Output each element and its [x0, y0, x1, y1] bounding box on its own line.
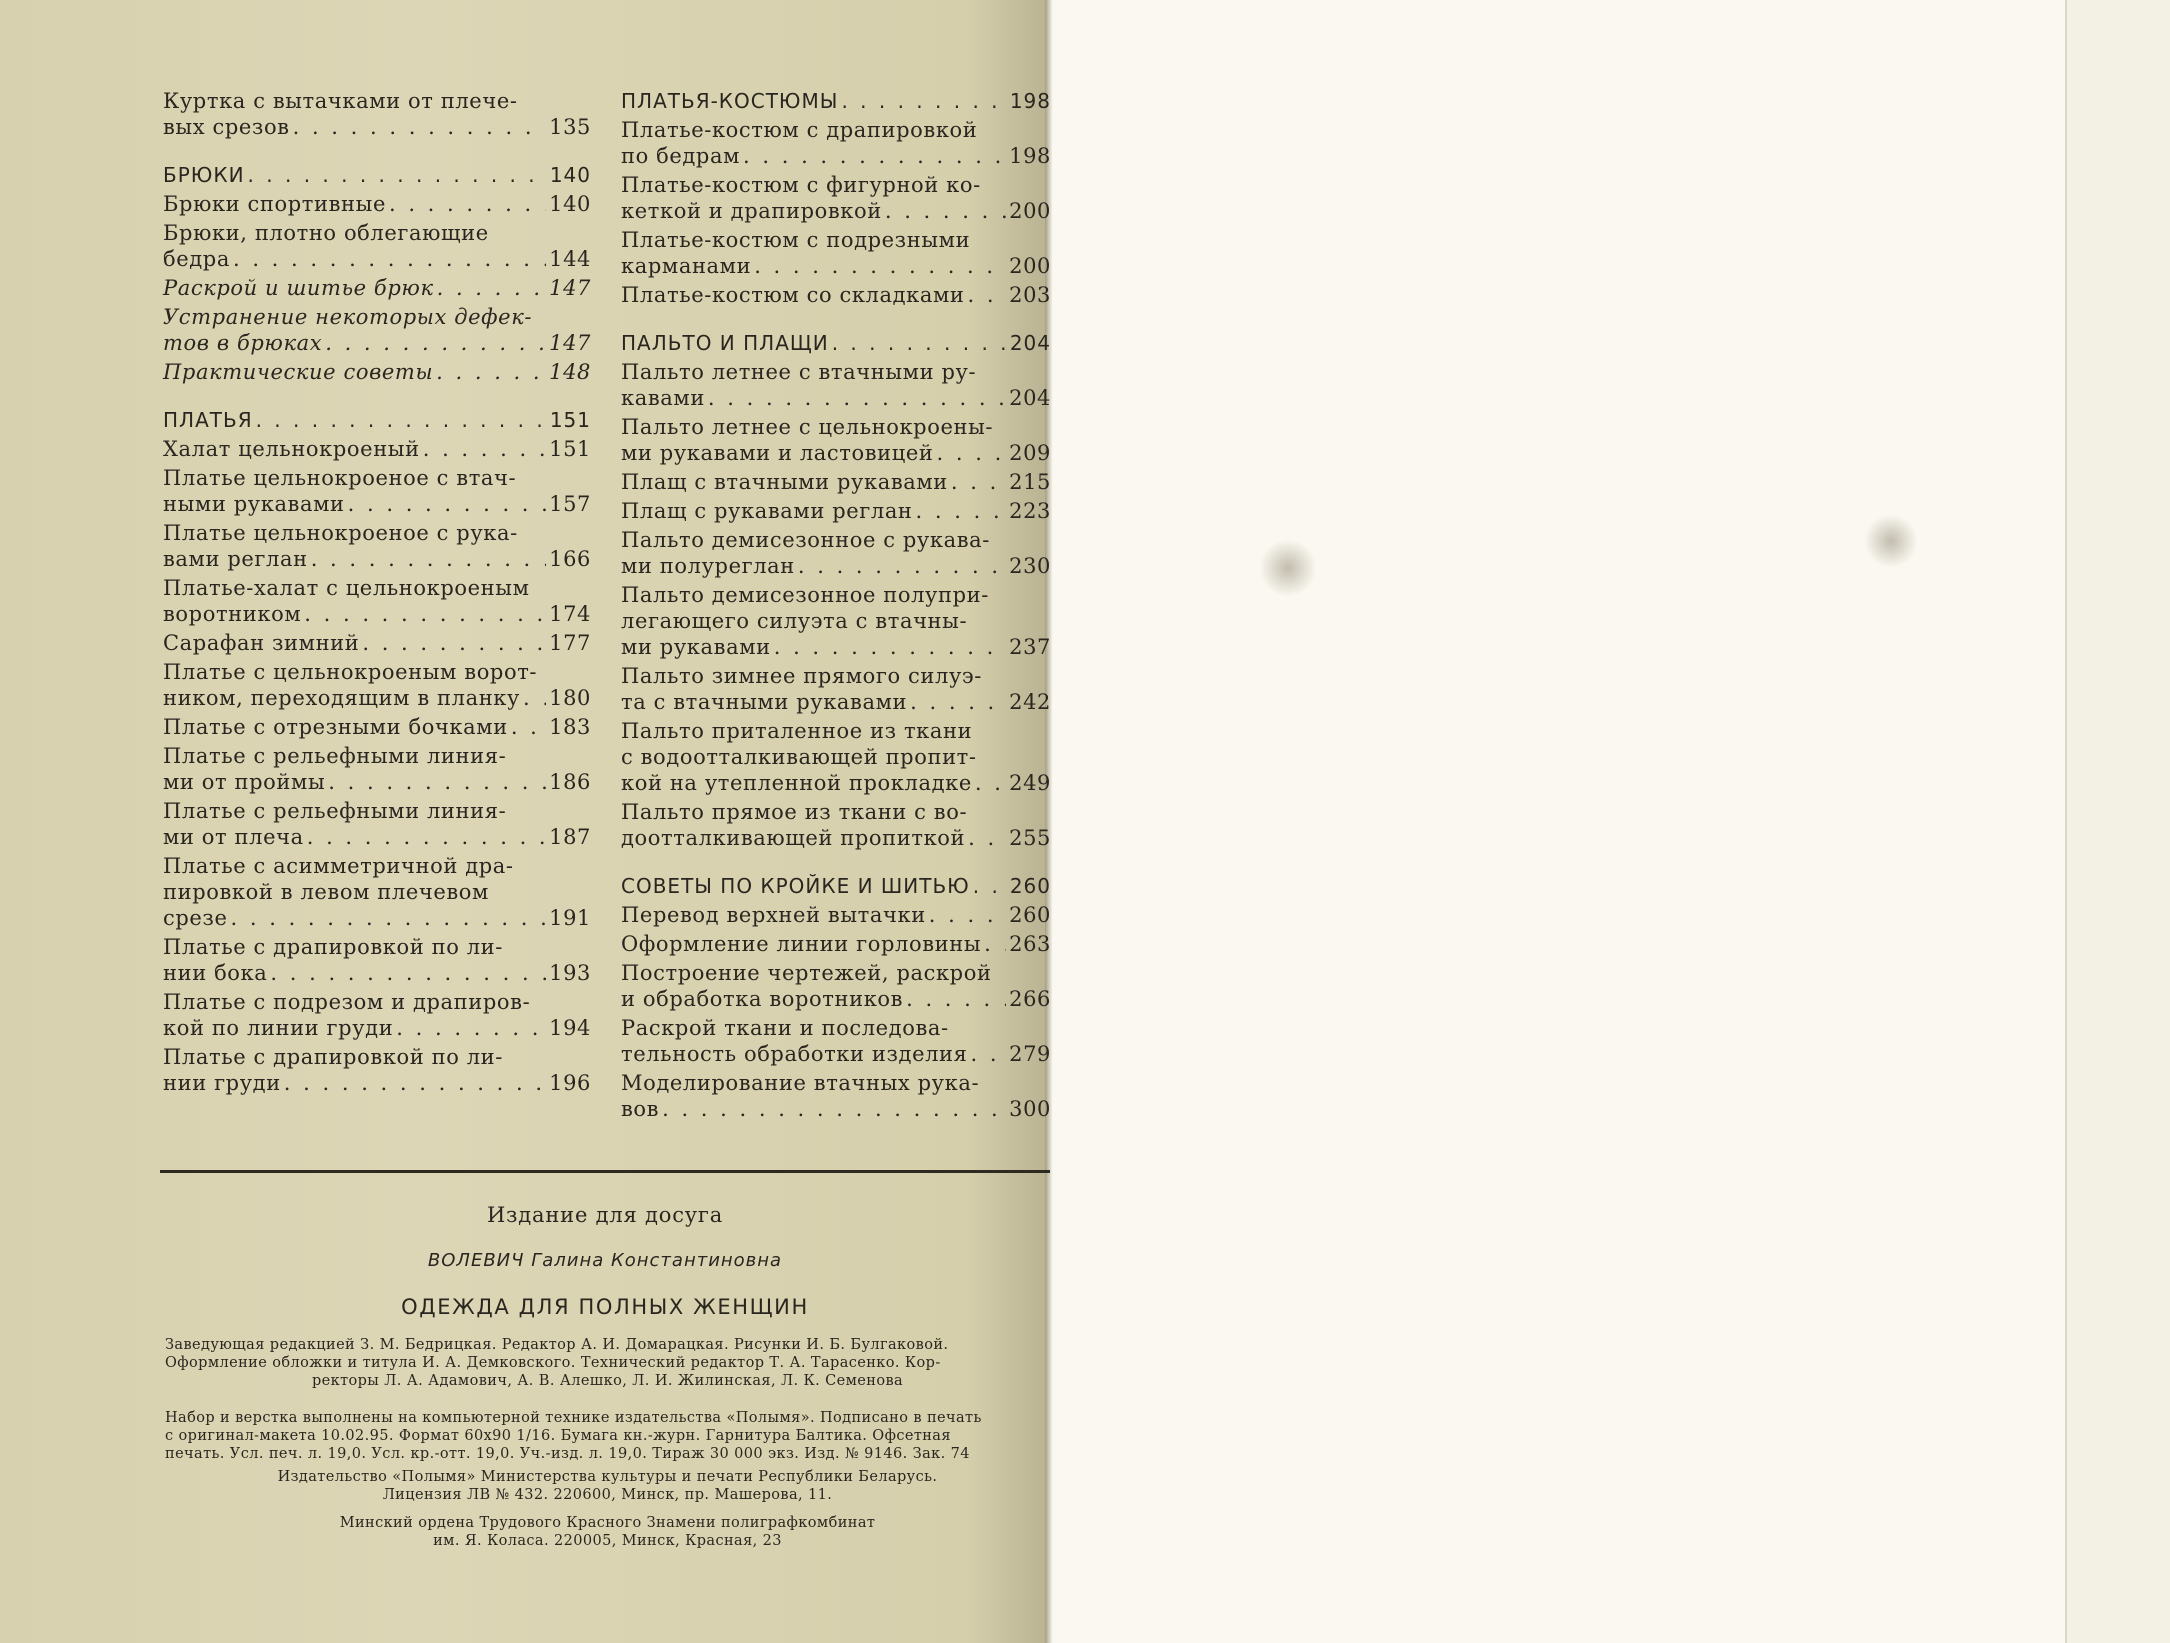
imprint-staff: [165, 1336, 1050, 1390]
toc-section-heading: [621, 330, 1051, 356]
imprint-line: печать. Усл. печ. л. 19,0. Усл. кр.-отт. 19,0. Уч.-изд. л. 19,0. Тираж 30 000 экз. Изд. № 9146. Зак. 74: [165, 1446, 970, 1462]
toc-page-number: 187: [549, 825, 591, 849]
dot-leader: [774, 634, 1006, 660]
toc-entry-text: Практические советы: [163, 360, 434, 384]
right-page-blank: [1053, 0, 2065, 1643]
toc-entry: [621, 582, 1051, 660]
dot-leader: [436, 359, 546, 385]
dot-leader: [304, 601, 546, 627]
dot-leader: [968, 282, 1007, 308]
imprint-line: Оформление обложки и титула И. А. Демковского. Технический редактор Т. А. Тарасенко. Кор-: [165, 1355, 941, 1371]
next-page-edge: [2065, 0, 2170, 1643]
toc-entry: [621, 931, 1051, 957]
toc-page-number: 260: [1009, 874, 1051, 898]
dot-leader: [951, 469, 1006, 495]
toc-entry: [163, 659, 591, 711]
toc-entry-text: ПЛАТЬЯ: [163, 408, 253, 432]
toc-entry: [621, 498, 1051, 524]
toc-entry-text: Пальто демисезонное полупри-: [621, 583, 989, 607]
imprint-print-details: [165, 1409, 1050, 1463]
toc-entry: [621, 718, 1051, 796]
imprint-line: Издательство «Полымя» Министерства культуры и печати Республики Беларусь.: [277, 1469, 938, 1485]
toc-entry: [621, 172, 1051, 224]
imprint-publisher: [165, 1468, 1050, 1504]
edition-kind: Издание для досуга: [486, 1203, 724, 1227]
toc-entry: [621, 902, 1051, 928]
toc-entry: [163, 989, 591, 1041]
toc-page-number: 242: [1009, 690, 1051, 714]
dot-leader: [231, 905, 547, 931]
dot-leader: [975, 770, 1006, 796]
toc-page-number: 147: [549, 276, 591, 300]
toc-entry-text: ми полуреглан: [621, 554, 795, 578]
dot-leader: [968, 825, 1006, 851]
dot-leader: [307, 824, 546, 850]
toc-entry-text: Платье-костюм с драпировкой: [621, 118, 978, 142]
toc-entry-text: Платье с рельефными линия-: [163, 744, 507, 768]
dot-leader: [523, 685, 546, 711]
toc-entry-text: тов в брюках: [163, 331, 323, 355]
toc-entry-text: Моделирование втачных рука-: [621, 1071, 980, 1095]
toc-page-number: 135: [549, 115, 591, 139]
toc-entry-text: та с втачными рукавами: [621, 690, 908, 714]
imprint-printing-plant: [165, 1514, 1050, 1550]
dot-leader: [910, 689, 1006, 715]
toc-page-number: 144: [549, 247, 591, 271]
toc-entry-text: кавами: [621, 386, 705, 410]
page-smudge: [1258, 540, 1318, 596]
toc-entry-text: пировкой в левом плечевом: [163, 880, 489, 904]
toc-entry-text: нии бока: [163, 961, 268, 985]
toc-entry-text: по бедрам: [621, 144, 741, 168]
toc-entry-text: Платье цельнокроеное с рука-: [163, 521, 518, 545]
toc-entry: [621, 359, 1051, 411]
toc-entry: [163, 436, 591, 462]
toc-page-number: 198: [1009, 89, 1051, 113]
dot-leader: [270, 960, 546, 986]
toc-entry: [163, 275, 591, 301]
dot-leader: [362, 630, 546, 656]
toc-entry-text: Построение чертежей, раскрой: [621, 961, 992, 985]
toc-page-number: 266: [1009, 987, 1051, 1011]
dot-leader: [328, 769, 546, 795]
toc-entry: [163, 934, 591, 986]
toc-page-number: 196: [549, 1071, 591, 1095]
toc-entry-text: Пальто летнее с цельнокроены-: [621, 415, 994, 439]
toc-entry: [621, 960, 1051, 1012]
toc-entry-text: нии груди: [163, 1071, 281, 1095]
toc-entry-text: Перевод верхней вытачки: [621, 903, 926, 927]
dot-leader: [798, 553, 1006, 579]
toc-page-number: 230: [1009, 554, 1051, 578]
toc-entry: [163, 743, 591, 795]
toc-entry-text: ми от плеча: [163, 825, 304, 849]
toc-page-number: 215: [1009, 470, 1051, 494]
dot-leader: [437, 275, 547, 301]
dot-leader: [906, 986, 1006, 1012]
toc-entry-text: ными рукавами: [163, 492, 345, 516]
toc-page-number: 157: [549, 492, 591, 516]
toc-entry: [163, 304, 591, 356]
toc-entry-text: Брюки спортивные: [163, 192, 386, 216]
toc-entry-text: легающего силуэта с втачны-: [621, 609, 968, 633]
dot-leader: [971, 1041, 1007, 1067]
toc-entry: [163, 191, 591, 217]
toc-entry-text: Пальто зимнее прямого силуэ-: [621, 664, 982, 688]
imprint-line: Набор и верстка выполнены на компьютерной технике издательства «Полымя». Подписано в печать: [165, 1410, 982, 1426]
dot-leader: [916, 498, 1007, 524]
toc-entry-text: Халат цельнокроеный: [163, 437, 420, 461]
dot-leader: [754, 253, 1006, 279]
toc-entry-text: кой на утепленной прокладке: [621, 771, 972, 795]
toc-entry-text: доотталкивающей пропиткой: [621, 826, 966, 850]
toc-section-heading: [163, 162, 591, 188]
toc-page-number: 263: [1009, 932, 1051, 956]
toc-entry-text: кой по линии груди: [163, 1016, 394, 1040]
toc-section-heading: [621, 873, 1051, 899]
toc-page-number: 300: [1009, 1097, 1051, 1121]
toc-entry-text: Платье с подрезом и драпиров-: [163, 990, 531, 1014]
toc-entry-text: вами реглан: [163, 547, 308, 571]
dot-leader: [511, 714, 546, 740]
toc-entry-text: Платье-костюм с подрезными: [621, 228, 971, 252]
toc-entry-text: Платье-костюм со складками: [621, 283, 965, 307]
toc-page-number: 180: [549, 686, 591, 710]
toc-entry-text: ПЛАТЬЯ-КОСТЮМЫ: [621, 89, 839, 113]
toc-page-number: 237: [1009, 635, 1051, 659]
toc-page-number: 183: [549, 715, 591, 739]
toc-entry-text: Куртка с вытачками от плече-: [163, 89, 518, 113]
toc-page-number: 260: [1009, 903, 1051, 927]
toc-page-number: 166: [549, 547, 591, 571]
dot-leader: [937, 440, 1007, 466]
toc-entry: [163, 220, 591, 272]
dot-leader: [325, 330, 546, 356]
toc-page-number: 140: [549, 163, 591, 187]
dot-leader: [984, 931, 1006, 957]
toc-entry: [621, 227, 1051, 279]
toc-entry-text: Оформление линии горловины: [621, 932, 982, 956]
imprint-line: ректоры Л. А. Адамович, А. В. Алешко, Л. И. Жилинская, Л. К. Семенова: [311, 1373, 904, 1389]
toc-entry: [163, 798, 591, 850]
imprint-line: им. Я. Коласа. 220005, Минск, Красная, 23: [433, 1533, 782, 1549]
imprint-line: Заведующая редакцией З. М. Бедрицкая. Редактор А. И. Домарацкая. Рисунки И. Б. Булгаковой.: [165, 1337, 949, 1353]
toc-entry-text: Платье-костюм с фигурной ко-: [621, 173, 981, 197]
toc-entry-text: Пальто прямое из ткани с во-: [621, 800, 968, 824]
toc-column-left: [163, 88, 591, 1099]
toc-entry: [163, 359, 591, 385]
imprint-line: с оригинал-макета 10.02.95. Формат 60х90 1/16. Бумага кн.-журн. Гарнитура Балтика. Офсетная: [165, 1428, 951, 1444]
toc-entry: [621, 469, 1051, 495]
toc-page-number: 151: [549, 437, 591, 461]
toc-entry-text: Сарафан зимний: [163, 631, 360, 655]
toc-entry: [163, 575, 591, 627]
toc-page-number: 203: [1009, 283, 1051, 307]
toc-page-number: 148: [549, 360, 591, 384]
dot-leader: [293, 114, 547, 140]
toc-section-heading: [163, 407, 591, 433]
toc-page-number: 198: [1009, 144, 1051, 168]
toc-entry-text: срезе: [163, 906, 228, 930]
toc-entry-text: ПАЛЬТО И ПЛАЩИ: [621, 331, 829, 355]
toc-entry-text: Устранение некоторых дефек-: [163, 305, 533, 329]
page-smudge: [1863, 515, 1919, 567]
dot-leader: [708, 385, 1006, 411]
toc-entry-text: СОВЕТЫ ПО КРОЙКЕ И ШИТЬЮ: [621, 874, 970, 898]
toc-page-number: 200: [1009, 254, 1051, 278]
toc-entry-text: ником, переходящим в планку: [163, 686, 520, 710]
toc-entry: [163, 465, 591, 517]
toc-entry: [163, 1044, 591, 1096]
toc-entry-text: Плащ с рукавами реглан: [621, 499, 913, 523]
toc-entry-text: Платье с отрезными бочками: [163, 715, 508, 739]
toc-entry: [621, 799, 1051, 851]
toc-entry: [621, 282, 1051, 308]
toc-entry-text: ми от проймы: [163, 770, 326, 794]
toc-entry-text: Платье с драпировкой по ли-: [163, 1045, 503, 1069]
toc-entry: [621, 414, 1051, 466]
toc-page-number: 151: [549, 408, 591, 432]
dot-leader: [832, 330, 1007, 356]
toc-page-number: 177: [549, 631, 591, 655]
toc-entry-text: ми рукавами: [621, 635, 771, 659]
toc-entry: [163, 520, 591, 572]
toc-entry: [621, 1015, 1051, 1067]
toc-page-number: 200: [1009, 199, 1051, 223]
dot-leader: [233, 246, 546, 272]
toc-entry-text: Платье цельнокроеное с втач-: [163, 466, 517, 490]
dot-leader: [311, 546, 546, 572]
toc-entry-text: Платье с рельефными линия-: [163, 799, 507, 823]
toc-entry: [163, 630, 591, 656]
toc-entry: [621, 117, 1051, 169]
toc-entry-text: с водоотталкивающей пропит-: [621, 745, 977, 769]
toc-page-number: 174: [549, 602, 591, 626]
toc-entry: [621, 527, 1051, 579]
imprint-divider: [160, 1170, 1050, 1173]
toc-entry-text: Брюки, плотно облегающие: [163, 221, 489, 245]
toc-page-number: 209: [1009, 441, 1051, 465]
toc-entry-text: БРЮКИ: [163, 163, 245, 187]
toc-entry-text: вов: [621, 1097, 660, 1121]
toc-page-number: 147: [549, 331, 591, 355]
dot-leader: [389, 191, 546, 217]
toc-entry-text: Платье с асимметричной дра-: [163, 854, 514, 878]
dot-leader: [256, 407, 547, 433]
dot-leader: [348, 491, 546, 517]
dot-leader: [885, 198, 1006, 224]
toc-entry-text: Пальто приталенное из ткани: [621, 719, 973, 743]
toc-entry-text: Раскрой и шитье брюк: [163, 276, 434, 300]
toc-page-number: 249: [1009, 771, 1051, 795]
imprint-line: Минский ордена Трудового Красного Знамени полиграфкомбинат: [339, 1515, 876, 1531]
toc-entry-text: Плащ с втачными рукавами: [621, 470, 948, 494]
dot-leader: [396, 1015, 546, 1041]
toc-page-number: 204: [1009, 331, 1051, 355]
dot-leader: [973, 873, 1007, 899]
toc-entry-text: ми рукавами и ластовицей: [621, 441, 934, 465]
dot-leader: [423, 436, 546, 462]
dot-leader: [743, 143, 1006, 169]
toc-entry: [163, 853, 591, 931]
dot-leader: [929, 902, 1006, 928]
toc-entry-text: Пальто демисезонное с рукава-: [621, 528, 990, 552]
toc-page-number: 204: [1009, 386, 1051, 410]
toc-entry-text: тельность обработки изделия: [621, 1042, 968, 1066]
book-title: ОДЕЖДА ДЛЯ ПОЛНЫХ ЖЕНЩИН: [401, 1295, 809, 1319]
toc-page-number: 140: [549, 192, 591, 216]
author-name: ВОЛЕВИЧ Галина Константиновна: [427, 1250, 783, 1271]
toc-page-number: 191: [549, 906, 591, 930]
toc-entry-text: Платье с драпировкой по ли-: [163, 935, 503, 959]
toc-entry-text: Пальто летнее с втачными ру-: [621, 360, 977, 384]
toc-column-right: [621, 88, 1051, 1125]
dot-leader: [841, 88, 1006, 114]
toc-entry-text: Раскрой ткани и последова-: [621, 1016, 949, 1040]
toc-entry: [163, 88, 591, 140]
toc-page-number: 223: [1009, 499, 1051, 523]
toc-entry: [163, 714, 591, 740]
toc-entry-text: Платье-халат с цельнокроеным: [163, 576, 530, 600]
toc-page-number: 186: [549, 770, 591, 794]
toc-entry-text: Платье с цельнокроеным ворот-: [163, 660, 538, 684]
toc-entry: [621, 663, 1051, 715]
dot-leader: [284, 1070, 546, 1096]
imprint-line: Лицензия ЛВ № 432. 220600, Минск, пр. Машерова, 11.: [382, 1487, 833, 1503]
toc-entry-text: бедра: [163, 247, 230, 271]
toc-entry-text: кеткой и драпировкой: [621, 199, 882, 223]
toc-page-number: 193: [549, 961, 591, 985]
toc-entry-text: и обработка воротников: [621, 987, 904, 1011]
toc-section-heading: [621, 88, 1051, 114]
toc-entry: [621, 1070, 1051, 1122]
toc-page-number: 279: [1009, 1042, 1051, 1066]
toc-page-number: 255: [1009, 826, 1051, 850]
toc-page-number: 194: [549, 1016, 591, 1040]
toc-entry-text: воротником: [163, 602, 302, 626]
dot-leader: [248, 162, 547, 188]
dot-leader: [662, 1096, 1006, 1122]
toc-entry-text: карманами: [621, 254, 752, 278]
toc-entry-text: вых срезов: [163, 115, 290, 139]
